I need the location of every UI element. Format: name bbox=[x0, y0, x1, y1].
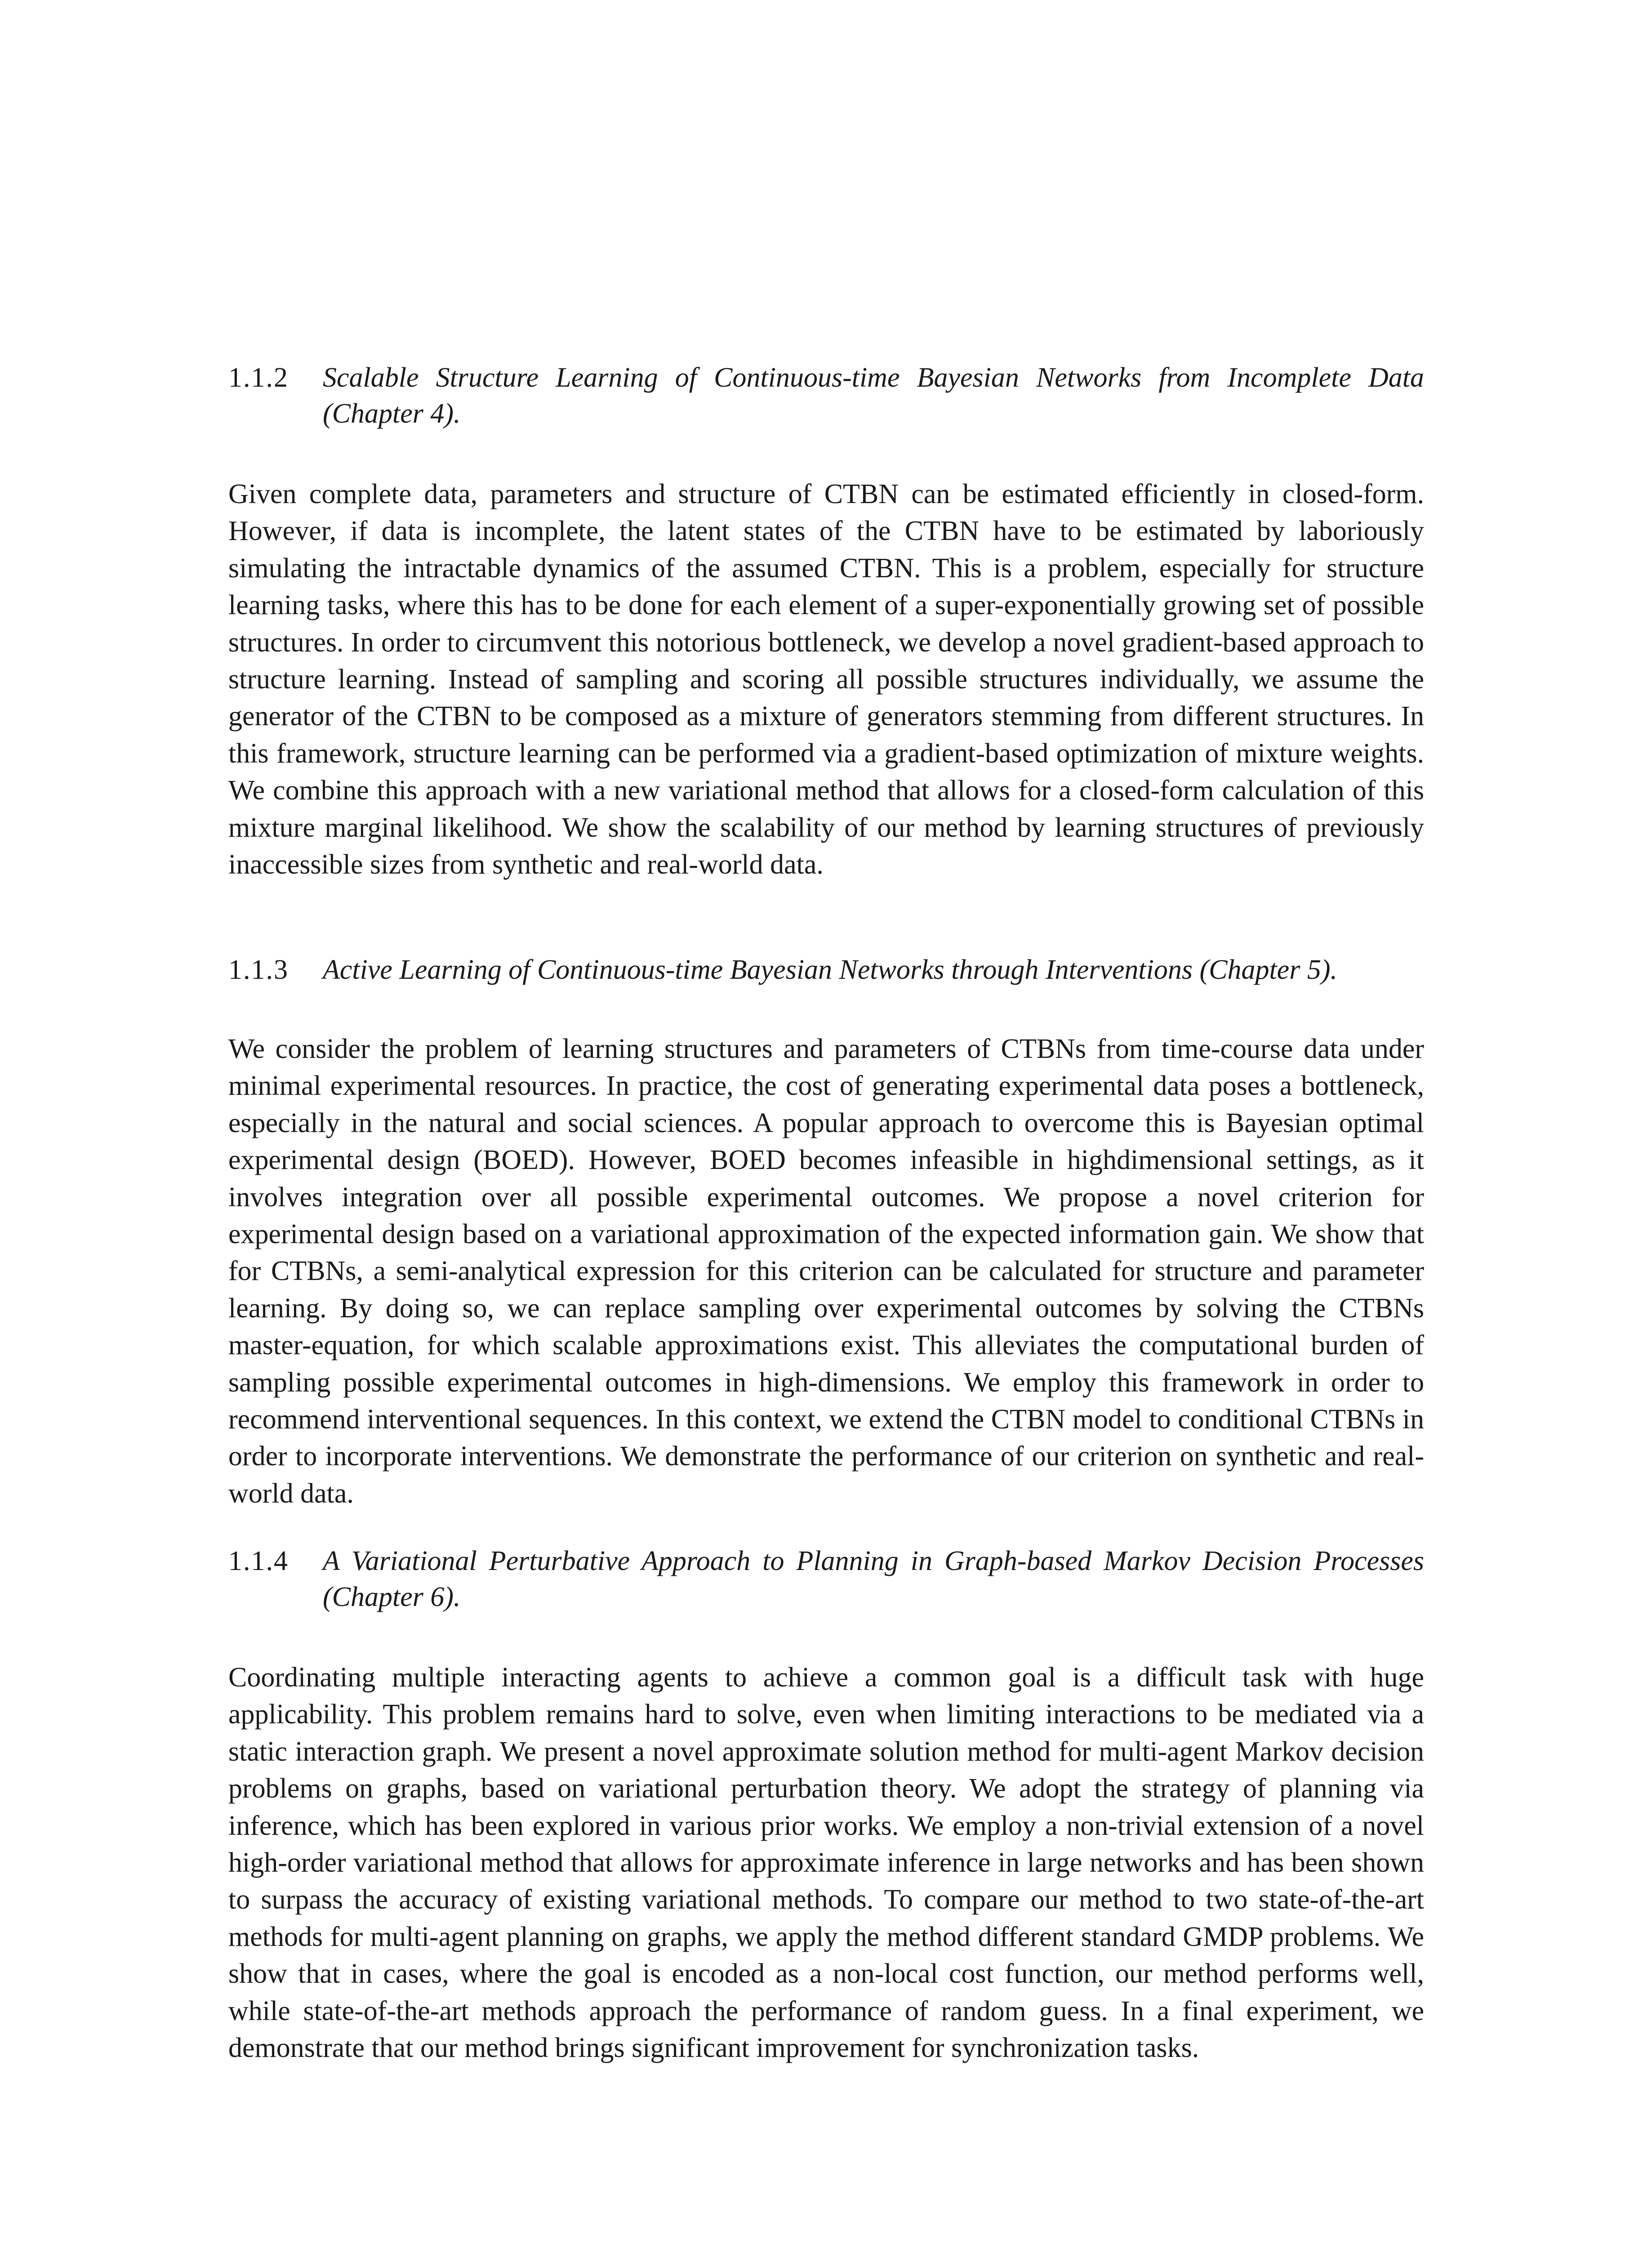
section-title: Scalable Structure Learning of Continuous-time Bayesian Networks from Incomplete Data (Chapter 4). bbox=[323, 362, 1424, 429]
section-heading-1-1-4 bbox=[228, 1543, 1424, 1615]
section-title: A Variational Perturbative Approach to Planning in Graph-based Markov Decision Processes (Chapter 6). bbox=[323, 1546, 1424, 1612]
section-paragraph-1-1-4: Coordinating multiple interacting agents to achieve a common goal is a difficult task with huge applicability. This problem remains hard to solve, even when limiting interactions to be mediated via a static interaction graph. We present a novel approximate solution method for multi-agent Markov decision problems on graphs, based on variational perturbation theory. We adopt the strategy of planning via inference, which has been explored in various prior works. We employ a non-trivial extension of a novel high-order variational method that allows for approximate inference in large networks and has been shown to surpass the accuracy of existing variational methods. To compare our method to two state-of-the-art methods for multi-agent planning on graphs, we apply the method different standard GMDP problems. We show that in cases, where the goal is encoded as a non-local cost function, our method performs well, while state-of-the-art methods approach the performance of random guess. In a final experiment, we demonstrate that our method brings significant improvement for synchronization tasks. bbox=[228, 1662, 1424, 2064]
section-number: 1.1.4 bbox=[228, 1546, 289, 1576]
section-number: 1.1.3 bbox=[228, 955, 289, 985]
section-number: 1.1.2 bbox=[228, 362, 289, 393]
section-paragraph-1-1-3: We consider the problem of learning structures and parameters of CTBNs from time-course data under minimal experimental resources. In practice, the cost of generating experimental data poses a bottleneck, especially in the natural and social sciences. A popular approach to overcome this is Bayesian optimal experimental design (BOED). However, BOED becomes infeasible in highdimensional settings, as it involves integration over all possible experimental outcomes. We propose a novel criterion for experimental design based on a variational approximation of the expected information gain. We show that for CTBNs, a semi-analytical expression for this criterion can be calculated for structure and parameter learning. By doing so, we can replace sampling over experimental outcomes by solving the CTBNs master-equation, for which scalable approximations exist. This alleviates the computational burden of sampling possible experimental outcomes in high-dimensions. We employ this framework in order to recommend interventional sequences. In this context, we extend the CTBN model to conditional CTBNs in order to incorporate interventions. We demonstrate the performance of our criterion on synthetic and real-world data. bbox=[228, 1034, 1424, 1509]
section-paragraph-1-1-2: Given complete data, parameters and structure of CTBN can be estimated efficiently in closed-form. However, if data is incomplete, the latent states of the CTBN have to be estimated by laboriously simulating the intractable dynamics of the assumed CTBN. This is a problem, especially for structure learning tasks, where this has to be done for each element of a super-exponentially growing set of possible structures. In order to circumvent this notorious bottleneck, we develop a novel gradient-based approach to structure learning. Instead of sampling and scoring all possible structures individually, we assume the generator of the CTBN to be composed as a mixture of generators stemming from different structures. In this framework, structure learning can be performed via a gradient-based optimization of mixture weights. We combine this approach with a new variational method that allows for a closed-form calculation of this mixture marginal likelihood. We show the scalability of our method by learning structures of previously inaccessible sizes from synthetic and real-world data. bbox=[228, 479, 1424, 880]
section-heading-1-1-2 bbox=[228, 360, 1424, 432]
section-heading-1-1-3 bbox=[228, 952, 1424, 988]
section-title: Active Learning of Continuous-time Bayesian Networks through Interventions (Chapter 5). bbox=[323, 955, 1337, 985]
